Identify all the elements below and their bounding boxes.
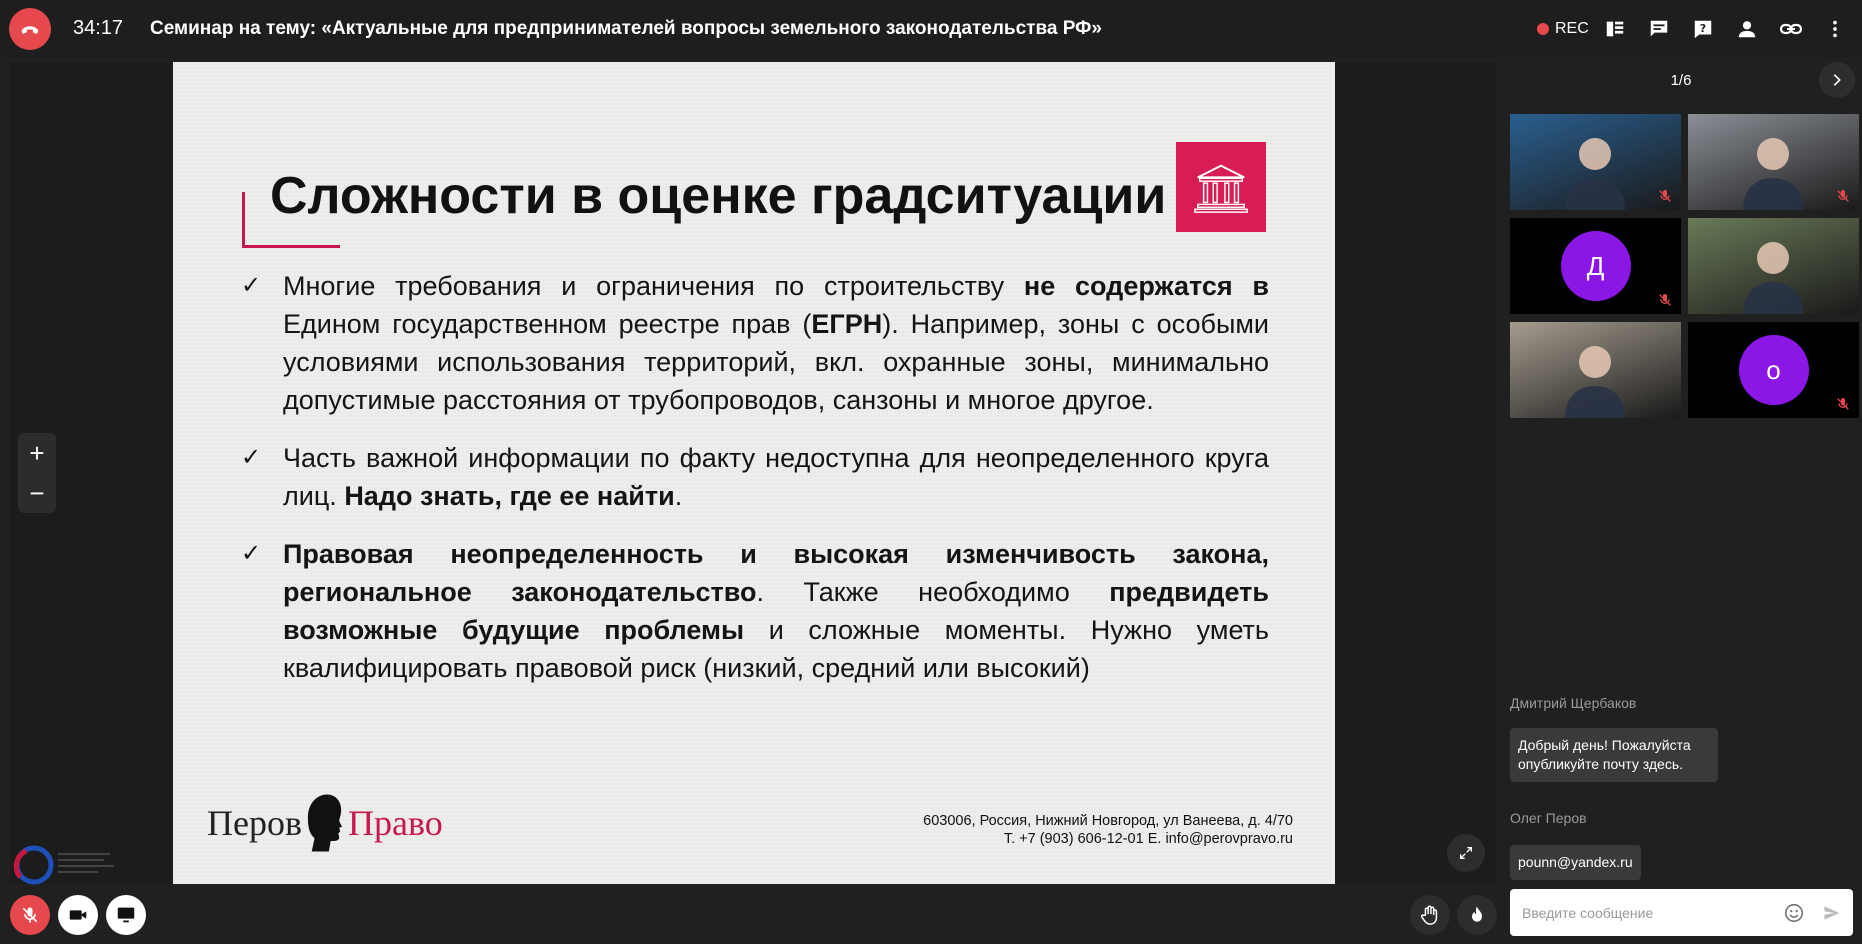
recording-indicator <box>1537 20 1589 38</box>
microphone-muted-icon <box>1657 292 1673 308</box>
chevron-right-icon <box>1829 72 1845 88</box>
raise-hand-button[interactable] <box>1410 895 1450 935</box>
checkmark-icon: ✓ <box>241 272 262 299</box>
emoji-icon[interactable] <box>1782 901 1806 925</box>
slide-title: Сложности в оценке градситуации <box>270 167 1167 225</box>
meeting-title: Семинар на тему: «Актуальные для предпринимателей вопросы земельного законодательства РФ» <box>150 18 1102 39</box>
checkmark-icon: ✓ <box>241 444 262 471</box>
bullet-text-part: . <box>674 481 683 511</box>
camera-toggle-button[interactable] <box>58 895 98 935</box>
call-timer: 34:17 <box>73 17 124 39</box>
flame-icon <box>1467 905 1487 925</box>
organizer-logo-icon <box>10 843 130 885</box>
help-icon[interactable] <box>1688 14 1718 44</box>
bullet-text <box>283 439 1269 515</box>
bullet-text-bold: предвидеть возможные будущие проблемы <box>283 577 1269 645</box>
chat-author: Олег Перов <box>1510 810 1587 826</box>
rec-label: REC <box>1555 20 1589 37</box>
bullet-text-part: и сложные моменты. Нужно уметь квалифицировать правовой риск (низкий, средний или высокий) <box>283 615 1269 683</box>
bullet-text-part: ). Например, зоны с особыми условиями использования территорий, вкл. охранные зоны, минимально допустимые расстояния от трубопроводов, санзоны и многое другое. <box>283 309 1269 415</box>
microphone-toggle-button[interactable] <box>10 895 50 935</box>
screen-share-icon <box>115 904 137 926</box>
participant-tile[interactable] <box>1688 218 1859 314</box>
zoom-controls <box>18 433 56 513</box>
screen-share-button[interactable] <box>106 895 146 935</box>
participant-avatar: Д <box>1561 231 1631 301</box>
zoom-out-button[interactable]: − <box>29 477 45 508</box>
bullet-text-bold: ЕГРН <box>811 309 883 339</box>
zoom-in-button[interactable]: + <box>29 437 45 468</box>
participant-video-icon <box>1510 114 1681 210</box>
courthouse-logo-icon <box>1176 142 1266 232</box>
brand-left-text: Перов <box>207 803 302 843</box>
slide-bullet <box>241 535 1269 687</box>
contact-phone-email: Т. +7 (903) 606-12-01 Е. info@perovpravo.ru <box>1003 831 1293 847</box>
bottom-control-bar <box>0 888 1500 944</box>
participant-tile[interactable] <box>1688 322 1859 418</box>
notes-icon[interactable] <box>1600 14 1630 44</box>
chat-message: pounn@yandex.ru <box>1510 845 1641 880</box>
bullet-text-part: . Также необходимо <box>756 577 1110 607</box>
slide-bullet-list <box>241 267 1269 707</box>
microphone-muted-icon <box>1835 396 1851 412</box>
chat-input-box <box>1510 889 1853 936</box>
header-actions <box>1600 14 1850 44</box>
record-dot-icon <box>1537 23 1549 35</box>
bullet-text-bold: не содержатся в <box>1023 271 1270 301</box>
reactions-button[interactable] <box>1457 895 1497 935</box>
bullet-text-bold: Надо знать, где ее найти <box>344 481 675 511</box>
profile-head-icon <box>306 792 344 854</box>
participant-tile[interactable] <box>1510 322 1681 418</box>
link-icon[interactable] <box>1776 14 1806 44</box>
microphone-off-icon <box>20 905 40 925</box>
chat-icon[interactable] <box>1644 14 1674 44</box>
brand-right-text: Право <box>347 803 443 843</box>
bullet-text <box>283 267 1269 419</box>
participant-tile[interactable] <box>1688 114 1859 210</box>
participant-tile[interactable] <box>1510 218 1681 314</box>
fullscreen-button[interactable] <box>1447 834 1485 872</box>
svg-text:?: ? <box>1699 21 1707 35</box>
participants-icon[interactable] <box>1732 14 1762 44</box>
presentation-slide <box>173 62 1335 884</box>
bullet-text-bold: Правовая неопределенность и высокая изменчивость закона, региональное законодательство <box>283 539 1269 607</box>
brand-logo <box>207 792 443 854</box>
chat-author: Дмитрий Щербаков <box>1510 695 1637 711</box>
participant-video-icon <box>1688 218 1859 314</box>
chat-message-input[interactable] <box>1522 901 1772 925</box>
expand-icon <box>1458 845 1474 861</box>
bullet-text-part: Едином государственном реестре прав ( <box>283 309 812 339</box>
participant-tile[interactable] <box>1510 114 1681 210</box>
participant-video-icon <box>1688 114 1859 210</box>
bullet-text <box>283 535 1269 687</box>
hand-icon <box>1419 904 1441 926</box>
participant-video-icon <box>1510 322 1681 418</box>
send-icon[interactable] <box>1820 901 1844 925</box>
contact-address: 603006, Россия, Нижний Новгород, ул Ванеева, д. 4/70 <box>923 813 1293 829</box>
tiles-page-indicator: 1/6 <box>1670 72 1692 89</box>
bullet-text-part: Часть важной информации по факту недоступна для неопределенного круга лиц. <box>283 443 1269 511</box>
next-page-button[interactable] <box>1819 62 1855 98</box>
hang-up-icon <box>19 18 41 40</box>
chat-message: Добрый день! Пожалуйста опубликуйте почту здесь. <box>1510 728 1718 782</box>
more-icon[interactable] <box>1820 14 1850 44</box>
slide-bullet <box>241 439 1269 515</box>
microphone-muted-icon <box>1835 188 1851 204</box>
checkmark-icon: ✓ <box>241 540 262 567</box>
slide-contacts <box>923 812 1293 848</box>
camera-icon <box>67 904 89 926</box>
participant-avatar: о <box>1739 335 1809 405</box>
slide-bullet <box>241 267 1269 419</box>
end-call-button[interactable] <box>9 8 51 50</box>
microphone-muted-icon <box>1657 188 1673 204</box>
bullet-text-part: Многие требования и ограничения по строительству <box>283 271 1024 301</box>
